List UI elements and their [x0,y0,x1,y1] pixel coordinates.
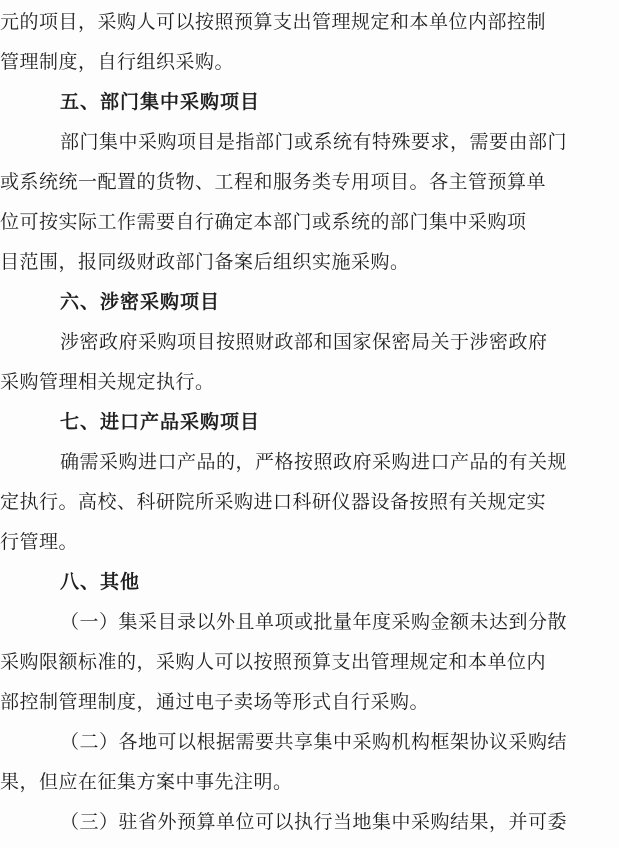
paragraph-line: 采购限额标准的，采购人可以按照预算支出管理规定和本单位内 [0,651,547,673]
paragraph-line: 行管理。 [0,531,79,553]
section-heading-5: 五、部门集中采购项目 [60,91,261,113]
paragraph-line: 目范围，报同级财政部门备案后组织实施采购。 [0,251,410,273]
paragraph-line: 采购管理相关规定执行。 [0,371,215,393]
paragraph-line: 部门集中采购项目是指部门或系统有特殊要求，需要由部门 [60,131,568,153]
paragraph-line: 部控制管理制度，通过电子卖场等形式自行采购。 [0,691,430,713]
paragraph-line: 位可按实际工作需要自行确定本部门或系统的部门集中采购项 [0,211,527,233]
paragraph-line: （二）各地可以根据需要共享集中采购机构框架协议采购结 [60,731,568,753]
paragraph-line: 确需采购进口产品的，严格按照政府采购进口产品的有关规 [60,451,568,473]
paragraph-line: （三）驻省外预算单位可以执行当地集中采购结果，并可委 [60,811,568,833]
section-heading-6: 六、涉密采购项目 [60,291,221,313]
paragraph-line: （一）集采目录以外且单项或批量年度采购金额未达到分散 [60,611,568,633]
paragraph-line: 或系统统一配置的货物、工程和服务类专用项目。各主管预算单 [0,171,547,193]
section-heading-8: 八、其他 [60,571,141,593]
section-heading-7: 七、进口产品采购项目 [60,411,261,433]
paragraph-line: 管理制度，自行组织采购。 [0,51,235,73]
paragraph-line: 涉密政府采购项目按照财政部和国家保密局关于涉密政府 [60,331,548,353]
paragraph-line: 定执行。高校、科研院所采购进口科研仪器设备按照有关规定实 [0,491,547,513]
paragraph-line: 元的项目，采购人可以按照预算支出管理规定和本单位内部控制 [0,11,547,33]
paragraph-line: 果，但应在征集方案中事先注明。 [0,771,293,793]
